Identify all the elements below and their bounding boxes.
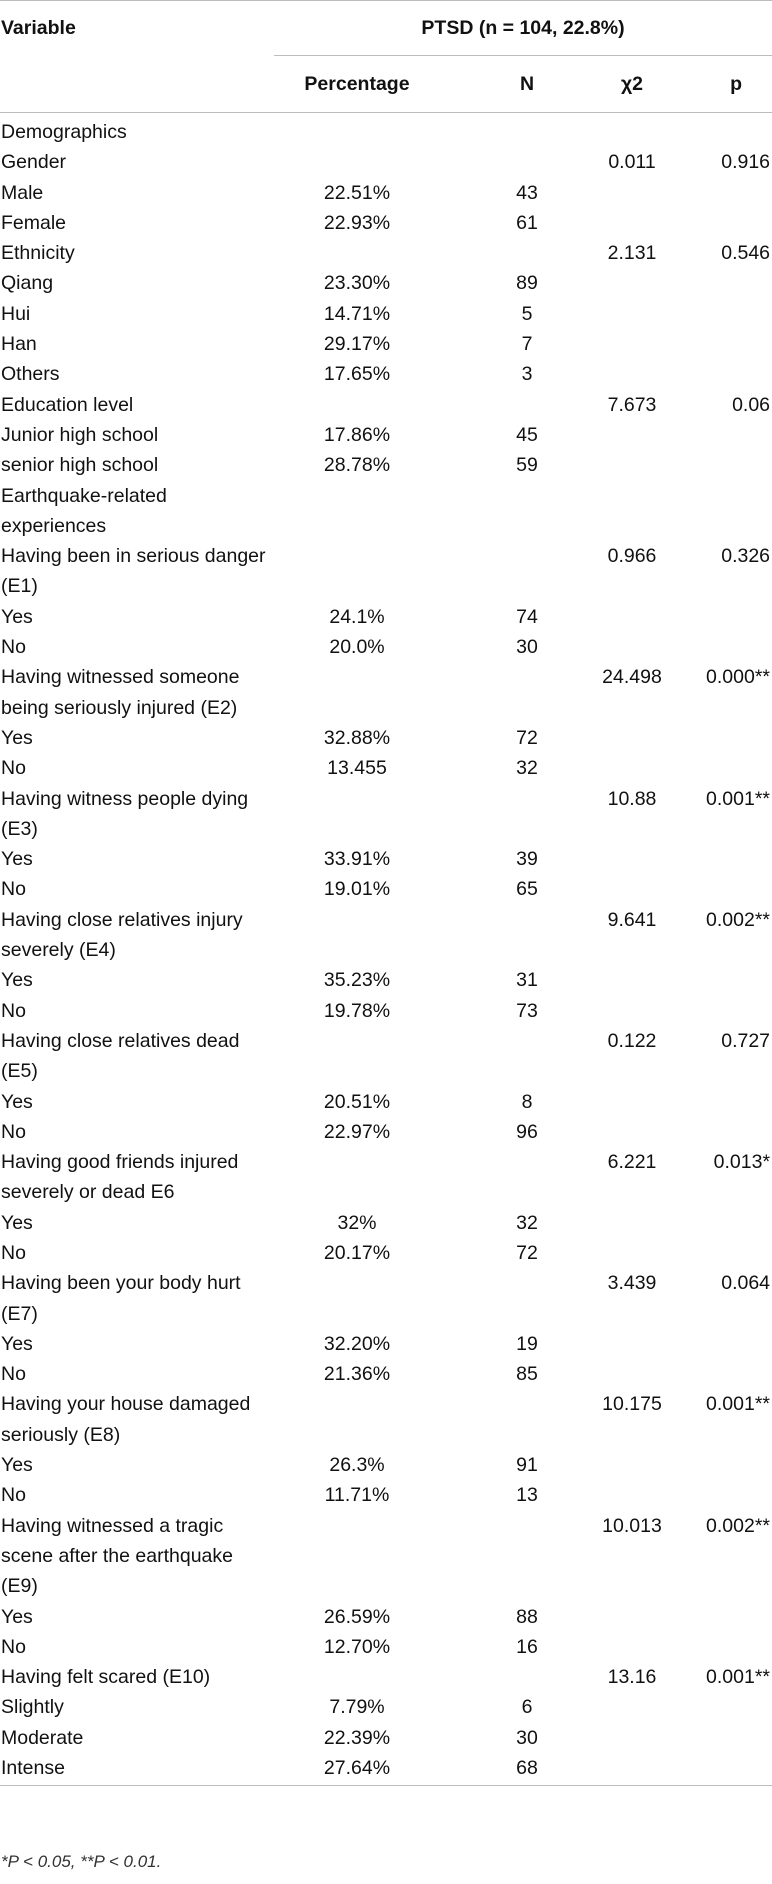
row-percentage: 20.17% [323, 1241, 391, 1264]
row-percentage: 21.36% [323, 1363, 391, 1386]
row-percentage: 22.39% [323, 1726, 391, 1749]
row-label: Earthquake-related experiences [1, 484, 167, 537]
table-row [0, 844, 772, 874]
row-chi2: 9.641 [607, 908, 657, 931]
row-label: Education level [1, 393, 134, 416]
row-p [680, 359, 772, 389]
row-n: 45 [516, 423, 538, 446]
row-percentage: 22.97% [323, 1120, 391, 1143]
row-chi2 [574, 481, 680, 542]
row-n: 30 [516, 1726, 538, 1749]
table-row [0, 268, 772, 298]
row-chi2 [574, 1329, 680, 1359]
row-n [440, 541, 574, 602]
row-chi2 [574, 208, 680, 238]
row-percentage [274, 147, 440, 177]
row-label: Yes [1, 1090, 33, 1113]
row-p [680, 723, 772, 753]
row-n [440, 784, 574, 845]
row-label: Male [1, 181, 44, 204]
row-chi2: 0.122 [607, 1029, 657, 1052]
row-percentage [274, 662, 440, 723]
row-p: 0.000** [706, 666, 771, 689]
row-label: Moderate [1, 1726, 84, 1749]
row-chi2 [574, 1208, 680, 1238]
table-row [0, 329, 772, 359]
row-n [440, 1147, 574, 1208]
row-p [680, 1238, 772, 1268]
row-percentage: 14.71% [323, 302, 391, 325]
row-n: 88 [516, 1605, 538, 1628]
row-percentage: 26.3% [329, 1454, 385, 1477]
row-percentage: 24.1% [329, 605, 385, 628]
row-label: Ethnicity [1, 242, 75, 265]
row-p: 0.001** [706, 1666, 771, 1689]
row-percentage: 32% [337, 1211, 377, 1234]
table-row [0, 1602, 772, 1632]
row-label: Yes [1, 848, 33, 871]
row-p [680, 1117, 772, 1147]
table-footnote: *P < 0.05, **P < 0.01. [1, 1852, 162, 1871]
row-p: 0.727 [721, 1029, 771, 1052]
table-row [0, 905, 772, 966]
row-p [680, 1753, 772, 1786]
row-n: 5 [521, 302, 533, 325]
row-p: 0.064 [721, 1272, 771, 1295]
table-row [0, 965, 772, 995]
row-label: No [1, 999, 26, 1022]
row-label: Having witness people dying (E3) [1, 787, 249, 840]
row-n [440, 1389, 574, 1450]
row-percentage: 35.23% [323, 969, 391, 992]
row-chi2 [574, 1087, 680, 1117]
header-n: N [440, 56, 574, 113]
row-percentage: 17.86% [323, 423, 391, 446]
row-n: 74 [516, 605, 538, 628]
row-n: 65 [516, 878, 538, 901]
row-label: Yes [1, 969, 33, 992]
row-label: Gender [1, 151, 67, 174]
row-percentage [274, 238, 440, 268]
row-p [680, 450, 772, 480]
table-row [0, 359, 772, 389]
row-p: 0.002** [706, 908, 771, 931]
table-row [0, 178, 772, 208]
row-percentage [274, 1662, 440, 1692]
row-label: Having good friends injured severely or dead E6 [1, 1151, 239, 1204]
row-n [440, 481, 574, 542]
table-row [0, 1662, 772, 1692]
row-percentage: 12.70% [323, 1635, 391, 1658]
row-chi2 [574, 602, 680, 632]
row-percentage: 28.78% [323, 454, 391, 477]
row-chi2: 10.175 [602, 1393, 662, 1416]
row-p [680, 1450, 772, 1480]
row-chi2 [574, 268, 680, 298]
row-percentage: 11.71% [324, 1484, 390, 1507]
table-row [0, 996, 772, 1026]
row-p [680, 602, 772, 632]
row-p [680, 208, 772, 238]
row-label: Yes [1, 605, 33, 628]
table-row [0, 602, 772, 632]
row-label: No [1, 1241, 26, 1264]
row-percentage: 32.88% [323, 726, 391, 749]
table-row [0, 420, 772, 450]
table-header [0, 1, 772, 113]
row-label: Yes [1, 1332, 33, 1355]
row-percentage [274, 1147, 440, 1208]
header-ptsd-group: PTSD (n = 104, 22.8%) [274, 1, 772, 56]
row-chi2: 13.16 [607, 1666, 657, 1689]
row-chi2 [574, 1632, 680, 1662]
row-n [440, 1026, 574, 1087]
row-n: 8 [521, 1090, 533, 1113]
row-p: 0.001** [706, 1393, 771, 1416]
row-label: Female [1, 211, 67, 234]
row-p [680, 178, 772, 208]
row-chi2 [574, 1450, 680, 1480]
row-n: 73 [516, 999, 538, 1022]
row-n [440, 905, 574, 966]
table-row [0, 662, 772, 723]
row-label: No [1, 1363, 26, 1386]
header-chi2: χ2 [574, 56, 680, 113]
row-percentage: 20.0% [329, 636, 385, 659]
row-n: 72 [516, 726, 538, 749]
row-n [440, 238, 574, 268]
row-p: 0.001** [706, 787, 771, 810]
row-percentage [274, 1268, 440, 1329]
row-label: Yes [1, 1454, 33, 1477]
row-chi2: 24.498 [602, 666, 662, 689]
row-n: 3 [521, 363, 533, 386]
table-row [0, 208, 772, 238]
row-label: Having witnessed someone being seriously injured (E2) [1, 666, 240, 719]
table-row [0, 1723, 772, 1753]
row-percentage [274, 541, 440, 602]
row-label: Hui [1, 302, 31, 325]
row-p [680, 1692, 772, 1722]
table-row [0, 238, 772, 268]
row-p: 0.326 [721, 545, 771, 568]
row-n: 85 [516, 1363, 538, 1386]
row-chi2: 0.011 [608, 151, 656, 174]
row-chi2 [574, 450, 680, 480]
row-chi2: 7.673 [607, 393, 657, 416]
row-chi2 [574, 359, 680, 389]
row-label: Having witnessed a tragic scene after the earthquake (E9) [1, 1514, 233, 1598]
row-p: 0.916 [721, 151, 771, 174]
row-n: 7 [521, 333, 533, 356]
row-percentage [274, 1389, 440, 1450]
row-p [680, 1087, 772, 1117]
table-row [0, 1147, 772, 1208]
row-label: Having been your body hurt (E7) [1, 1272, 241, 1325]
table-row [0, 1329, 772, 1359]
row-chi2 [574, 1359, 680, 1389]
row-label: Intense [0, 1753, 274, 1786]
table-row [0, 1026, 772, 1087]
row-chi2 [574, 632, 680, 662]
row-percentage [274, 1026, 440, 1087]
row-n [440, 1511, 574, 1602]
table-row [0, 632, 772, 662]
row-p [680, 329, 772, 359]
row-chi2 [574, 420, 680, 450]
row-p: 0.002** [706, 1514, 771, 1537]
row-n: 32 [516, 1211, 538, 1234]
row-chi2: 0.966 [607, 545, 657, 568]
row-percentage [274, 1511, 440, 1602]
row-p [680, 1208, 772, 1238]
row-chi2 [574, 1753, 680, 1786]
row-chi2 [574, 1723, 680, 1753]
row-p [680, 753, 772, 783]
table-body [0, 113, 772, 1786]
row-chi2 [574, 113, 680, 148]
row-n: 6 [521, 1696, 533, 1719]
row-chi2 [574, 965, 680, 995]
table-row [0, 1389, 772, 1450]
table-row [0, 753, 772, 783]
table-row [0, 1450, 772, 1480]
table-row [0, 1268, 772, 1329]
row-p [680, 420, 772, 450]
table-row [0, 874, 772, 904]
row-label: Yes [1, 1211, 33, 1234]
row-percentage [274, 481, 440, 542]
row-percentage: 32.20% [323, 1332, 391, 1355]
row-n: 32 [516, 757, 538, 780]
row-p [680, 268, 772, 298]
row-n: 30 [516, 636, 538, 659]
row-percentage: 22.93% [323, 211, 391, 234]
row-chi2 [574, 299, 680, 329]
row-n: 96 [516, 1120, 538, 1143]
row-n [440, 662, 574, 723]
header-blank [0, 56, 274, 113]
row-n: 89 [516, 272, 538, 295]
row-p: 0.546 [721, 242, 771, 265]
row-p [680, 1723, 772, 1753]
header-percentage: Percentage [274, 56, 440, 113]
row-chi2 [574, 329, 680, 359]
row-chi2 [574, 1117, 680, 1147]
row-chi2 [574, 178, 680, 208]
row-chi2 [574, 753, 680, 783]
row-p [680, 113, 772, 148]
row-n [440, 113, 574, 148]
table-row [0, 784, 772, 845]
row-label: Having your house damaged seriously (E8) [1, 1393, 251, 1446]
row-chi2: 6.221 [607, 1151, 657, 1174]
row-percentage: 19.01% [323, 878, 391, 901]
row-label: Demographics [1, 121, 127, 143]
row-chi2: 3.439 [607, 1272, 657, 1295]
header-variable: Variable [0, 1, 274, 56]
row-percentage [274, 113, 440, 148]
row-chi2: 10.013 [602, 1514, 662, 1537]
row-p [680, 965, 772, 995]
row-chi2 [574, 874, 680, 904]
row-label: No [1, 757, 26, 780]
table-row [0, 723, 772, 753]
row-n: 43 [516, 181, 538, 204]
row-label: Junior high school [1, 423, 159, 446]
row-p [680, 1632, 772, 1662]
row-label: Yes [1, 726, 33, 749]
table-row [0, 450, 772, 480]
table-row [0, 1753, 772, 1786]
row-percentage [274, 784, 440, 845]
row-label: No [1, 1120, 26, 1143]
row-p [680, 632, 772, 662]
table-row [0, 481, 772, 542]
row-label: Having felt scared (E10) [1, 1666, 211, 1689]
row-p: 0.013* [713, 1151, 771, 1174]
row-n [440, 147, 574, 177]
row-chi2: 10.88 [607, 787, 657, 810]
row-label: Having close relatives dead (E5) [1, 1029, 240, 1083]
row-p: 0.06 [732, 393, 771, 416]
row-n: 72 [516, 1241, 538, 1264]
table-row [0, 1511, 772, 1602]
row-chi2: 2.131 [607, 242, 657, 265]
row-percentage: 22.51% [323, 181, 391, 204]
row-percentage: 13.455 [327, 757, 387, 780]
row-percentage: 26.59% [323, 1605, 391, 1628]
row-label: senior high school [1, 454, 159, 477]
row-label: Qiang [1, 272, 54, 295]
row-label: No [1, 878, 26, 901]
table-row [0, 390, 772, 420]
table-row [0, 1238, 772, 1268]
row-percentage: 7.79% [329, 1696, 385, 1719]
row-percentage: 20.51% [323, 1090, 391, 1113]
table-row [0, 1359, 772, 1389]
row-percentage: 17.65% [323, 363, 391, 386]
row-n: 59 [516, 454, 538, 477]
row-n: 91 [516, 1454, 538, 1477]
row-label: No [1, 636, 26, 659]
table-row [0, 1208, 772, 1238]
table-row [0, 1117, 772, 1147]
row-p [680, 1480, 772, 1510]
row-label: Having close relatives injury severely (E4) [1, 908, 243, 962]
table-row [0, 1632, 772, 1662]
table-row [0, 299, 772, 329]
row-label: No [1, 1635, 26, 1658]
row-chi2 [574, 1238, 680, 1268]
row-n [440, 1662, 574, 1692]
table-row [0, 113, 772, 148]
row-chi2 [574, 1480, 680, 1510]
row-chi2 [574, 723, 680, 753]
row-percentage: 29.17% [323, 333, 391, 356]
row-label: Slightly [1, 1696, 64, 1719]
row-chi2 [574, 996, 680, 1026]
row-label: Having been in serious danger (E1) [1, 545, 266, 598]
row-percentage [274, 390, 440, 420]
row-p [680, 481, 772, 542]
row-n: 61 [516, 211, 538, 234]
table-row [0, 541, 772, 602]
row-p [680, 1602, 772, 1632]
table-row [0, 1087, 772, 1117]
row-chi2 [574, 1602, 680, 1632]
row-percentage: 23.30% [323, 272, 391, 295]
row-chi2 [574, 844, 680, 874]
table-row [0, 1692, 772, 1722]
table-row [0, 1480, 772, 1510]
table-row [0, 147, 772, 177]
row-label: Han [1, 333, 37, 356]
row-label: Yes [1, 1605, 33, 1628]
row-n: 13 [516, 1484, 538, 1507]
header-p: p [680, 56, 772, 113]
row-p [680, 996, 772, 1026]
row-chi2 [574, 1692, 680, 1722]
row-percentage: 27.64% [274, 1753, 440, 1786]
row-n [440, 390, 574, 420]
row-percentage [274, 905, 440, 966]
row-n: 16 [516, 1635, 538, 1658]
row-p [680, 1359, 772, 1389]
row-percentage: 19.78% [323, 999, 391, 1022]
row-label: No [1, 1484, 26, 1507]
row-n: 19 [516, 1332, 538, 1355]
row-percentage: 33.91% [323, 848, 391, 871]
row-p [680, 299, 772, 329]
row-label: Others [1, 363, 60, 386]
row-p [680, 844, 772, 874]
row-p [680, 1329, 772, 1359]
row-n: 68 [440, 1753, 574, 1786]
row-n: 39 [516, 848, 538, 871]
row-p [680, 874, 772, 904]
row-n [440, 1268, 574, 1329]
row-n: 31 [516, 969, 538, 992]
